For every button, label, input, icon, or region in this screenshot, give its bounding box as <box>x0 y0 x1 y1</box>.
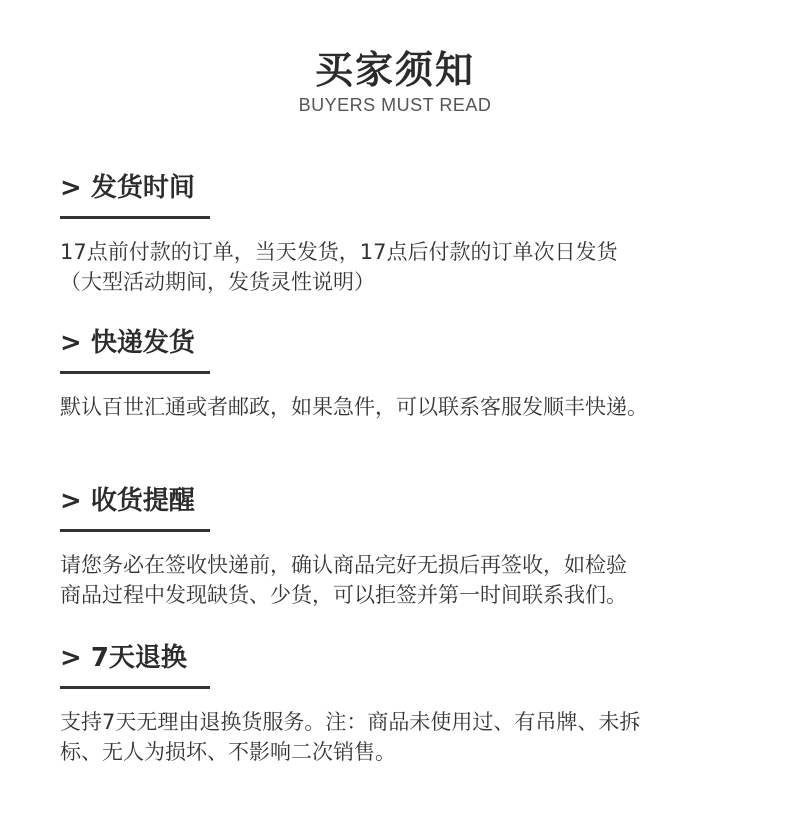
section-heading: > 收货提醒 <box>60 486 195 516</box>
page-header <box>0 46 790 116</box>
section-underline <box>60 371 210 374</box>
page-title: 买家须知 <box>314 48 475 92</box>
section-underline <box>60 216 210 219</box>
section-body: 请您务必在签收快递前，确认商品完好无损后再签收，如检验 商品过程中发现缺货、少货，可以拒签并第一时间联系我们。 <box>60 553 627 607</box>
section-receipt-reminder <box>60 483 740 610</box>
section-body: 默认百世汇通或者邮政，如果急件，可以联系客服发顺丰快递。 <box>60 395 648 419</box>
section-heading: > 发货时间 <box>60 173 195 203</box>
section-underline <box>60 686 210 689</box>
section-shipping-time <box>60 170 740 297</box>
section-body: 支持7天无理由退换货服务。注：商品未使用过、有吊牌、未拆 标、无人为损坏、不影响二次销售。 <box>60 710 641 764</box>
section-heading: > 快递发货 <box>60 328 195 358</box>
section-7-day-return <box>60 640 740 767</box>
page-subtitle: BUYERS MUST READ <box>298 95 492 115</box>
section-express-delivery <box>60 325 740 422</box>
section-body: 17点前付款的订单，当天发货，17点后付款的订单次日发货 （大型活动期间，发货灵性说明） <box>60 240 618 294</box>
section-underline <box>60 529 210 532</box>
section-heading: > 7天退换 <box>60 643 187 673</box>
